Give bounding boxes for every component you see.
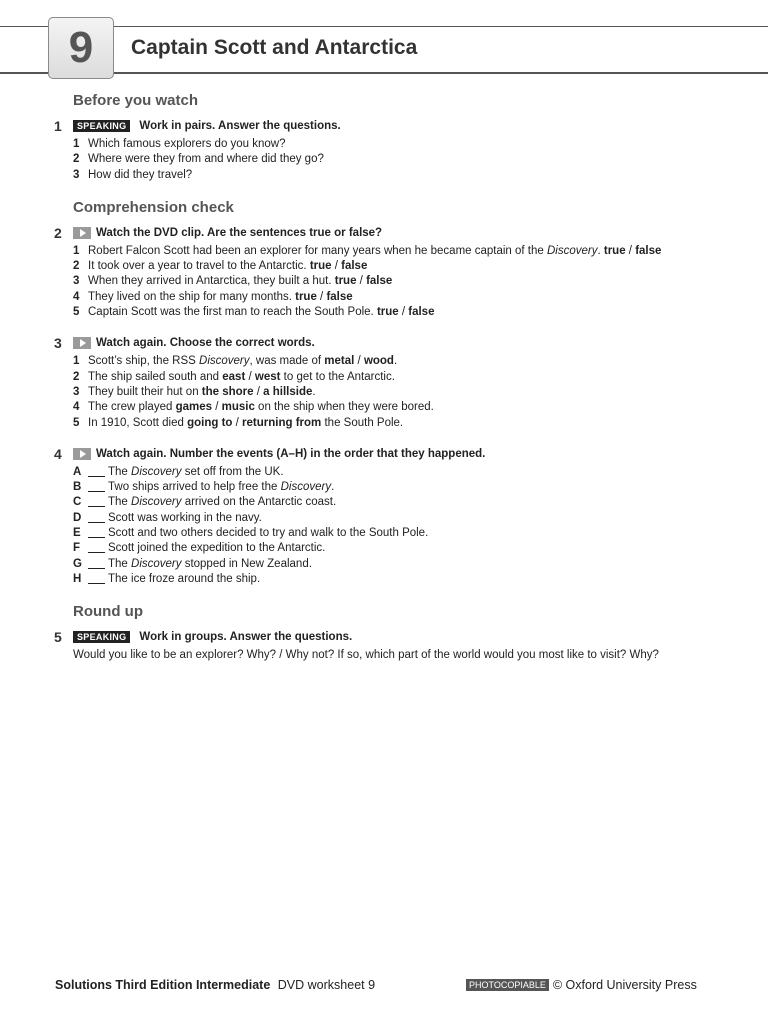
item-letter: B <box>73 481 82 494</box>
sentence-part: , was made of <box>249 355 325 368</box>
item-text <box>108 465 284 480</box>
exercise-3 <box>0 334 768 430</box>
item-text <box>108 557 312 572</box>
option-separator: / <box>356 275 367 288</box>
unit-number-box <box>48 17 114 79</box>
false-option: false <box>408 306 435 319</box>
sentence-part: . <box>597 244 604 257</box>
sentence-part: When they arrived in Antarctica, they built a hut. <box>88 275 335 288</box>
list-item <box>0 511 768 526</box>
list-item <box>0 305 768 320</box>
answer-blank <box>88 537 105 538</box>
true-option: true <box>295 290 317 303</box>
false-option: false <box>366 275 393 288</box>
instruction-text: Work in pairs. Answer the questions. <box>139 120 341 132</box>
item-number: 5 <box>73 306 80 319</box>
play-video-icon <box>73 448 91 460</box>
section-heading-round-up: Round up <box>73 603 143 621</box>
list-item <box>0 557 768 572</box>
item-number: 5 <box>73 416 80 429</box>
worksheet-label: DVD worksheet 9 <box>277 978 376 992</box>
footer-book-info <box>55 978 375 992</box>
item-letter: A <box>73 465 82 478</box>
sentence-part: Scott’s ship, the RSS <box>88 355 200 368</box>
section-heading-comprehension: Comprehension check <box>73 198 234 216</box>
false-option: false <box>635 244 662 257</box>
exercise-number: 2 <box>54 224 62 241</box>
sentence-part: . <box>312 385 316 398</box>
list-item <box>0 259 768 274</box>
ship-name: Discovery <box>131 465 182 478</box>
option-separator: / <box>331 260 342 273</box>
item-text <box>88 244 661 259</box>
instruction-text: Watch the DVD clip. Are the sentences true or false? <box>96 226 383 239</box>
sentence-part: . <box>393 355 398 368</box>
item-number: 1 <box>73 355 80 368</box>
exercise-number: 4 <box>54 445 62 462</box>
item-text <box>88 400 434 415</box>
list-item <box>0 290 768 305</box>
list-item <box>0 385 768 400</box>
item-letter: D <box>73 511 82 524</box>
sentence-part: Two ships arrived to help free the <box>108 481 281 494</box>
false-option: false <box>341 260 368 273</box>
word-option-2: music <box>221 401 255 414</box>
word-option-2: a hillside <box>263 385 313 398</box>
word-option-1: games <box>175 401 213 414</box>
ship-name: Discovery <box>547 244 598 257</box>
sentence-part: Captain Scott was the first man to reach the South Pole. <box>88 306 377 319</box>
list-item <box>0 244 768 259</box>
list-item <box>0 480 768 495</box>
sentence-part: The <box>108 557 132 570</box>
item-number: 4 <box>73 401 80 414</box>
instruction-text: Work in groups. Answer the questions. <box>139 631 353 644</box>
ship-name: Discovery <box>199 355 250 368</box>
header-top-rule <box>0 26 768 27</box>
sentence-part: The crew played <box>88 401 176 414</box>
exercise-2 <box>0 224 768 320</box>
sentence-part: Scott was working in the navy. <box>108 511 262 524</box>
true-option: true <box>376 306 399 319</box>
item-text <box>88 290 353 305</box>
instruction-text: Watch again. Choose the correct words. <box>96 337 315 350</box>
exercise-1 <box>0 117 768 183</box>
page-title: Captain Scott and Antarctica <box>131 36 418 59</box>
exercise-instruction <box>73 628 352 646</box>
item-text <box>88 259 367 274</box>
item-number: 1 <box>73 244 80 257</box>
list-item <box>0 274 768 289</box>
sentence-part: The <box>108 496 132 509</box>
option-separator: / <box>316 290 327 303</box>
item-number: 1 <box>73 138 80 150</box>
photocopiable-badge: PHOTOCOPIABLE <box>466 979 549 991</box>
ship-name: Discovery <box>280 481 332 494</box>
header-bottom-rule <box>0 72 768 74</box>
answer-blank <box>88 522 105 523</box>
option-separator: / <box>398 306 409 319</box>
sentence-part: the South Pole. <box>321 416 404 429</box>
item-text <box>108 526 428 541</box>
item-text <box>108 495 336 510</box>
list-item <box>0 416 768 431</box>
exercise-number: 3 <box>54 335 62 352</box>
item-text <box>88 416 403 431</box>
sentence-part: The <box>108 465 132 478</box>
item-text <box>88 385 316 400</box>
true-option: true <box>309 260 332 273</box>
exercise-instruction <box>73 445 485 463</box>
option-separator: / <box>253 385 264 398</box>
item-text: Which famous explorers do you know? <box>88 138 286 150</box>
item-number: 2 <box>73 260 80 273</box>
item-number: 3 <box>73 385 80 398</box>
sentence-part: It took over a year to travel to the Antarctic. <box>88 260 310 273</box>
item-text <box>108 480 334 495</box>
list-item <box>0 168 768 183</box>
exercise-instruction <box>73 224 382 242</box>
list-item <box>0 465 768 480</box>
play-video-icon <box>73 227 91 239</box>
ship-name: Discovery <box>131 557 182 570</box>
section-heading-before: Before you watch <box>73 92 199 109</box>
footer <box>0 978 768 996</box>
instruction-text: Watch again. Number the events (A–H) in the order that they happened. <box>96 447 486 460</box>
option-separator: / <box>232 416 243 429</box>
sentence-part: The ice froze around the ship. <box>108 572 261 585</box>
copyright-text: © Oxford University Press <box>552 978 697 992</box>
option-separator: / <box>625 244 636 257</box>
item-letter: F <box>73 542 81 555</box>
item-number: 3 <box>73 168 80 181</box>
book-title: Solutions Third Edition Intermediate <box>55 978 271 992</box>
item-text <box>108 541 325 556</box>
sentence-part: arrived on the Antarctic coast. <box>181 496 337 509</box>
sentence-part: stopped in New Zealand. <box>181 557 312 570</box>
sentence-part: In 1910, Scott died <box>88 416 188 429</box>
exercise-number: 1 <box>54 118 62 134</box>
option-separator: / <box>245 370 255 383</box>
answer-blank <box>88 568 105 569</box>
item-text <box>108 572 260 587</box>
true-option: true <box>334 275 357 288</box>
item-text <box>88 354 397 369</box>
list-item <box>0 495 768 510</box>
item-text <box>88 274 392 289</box>
item-number: 3 <box>73 275 80 288</box>
exercise-instruction <box>73 117 341 135</box>
item-letter: E <box>73 527 81 540</box>
item-number: 2 <box>73 370 80 383</box>
answer-blank <box>88 583 105 584</box>
item-number: 4 <box>73 290 80 303</box>
play-video-icon <box>73 337 91 349</box>
option-separator: / <box>354 355 364 368</box>
word-option-2: returning from <box>242 416 322 429</box>
sentence-part: Scott and two others decided to try and walk to the South Pole. <box>108 527 429 540</box>
word-option-1: east <box>222 370 246 383</box>
true-option: true <box>603 244 626 257</box>
sentence-part: . <box>331 481 335 494</box>
item-letter: H <box>73 572 82 585</box>
worksheet-content <box>0 90 768 678</box>
answer-blank <box>88 506 105 507</box>
sentence-part: Robert Falcon Scott had been an explorer for many years when he became captain of the <box>88 244 547 257</box>
sentence-part: They lived on the ship for many months. <box>88 290 296 303</box>
item-text <box>88 370 395 385</box>
sentence-part: set off from the UK. <box>181 465 284 478</box>
exercise-instruction <box>73 334 315 352</box>
exercise-4 <box>0 445 768 587</box>
item-text <box>88 305 434 320</box>
list-item <box>0 572 768 587</box>
ship-name: Discovery <box>131 496 182 509</box>
sentence-part: The ship sailed south and <box>88 370 223 383</box>
answer-blank <box>88 476 105 477</box>
false-option: false <box>326 290 353 303</box>
word-option-2: west <box>254 370 281 383</box>
speaking-badge: SPEAKING <box>73 120 130 132</box>
word-option-1: the shore <box>201 385 254 398</box>
sentence-part: to get to the Antarctic. <box>280 370 395 383</box>
item-letter: G <box>73 557 82 570</box>
exercise-5 <box>0 628 768 664</box>
footer-copyright <box>466 978 697 992</box>
list-item <box>0 354 768 369</box>
list-item <box>0 370 768 385</box>
speaking-badge: SPEAKING <box>73 631 130 643</box>
item-letter: C <box>73 496 82 509</box>
item-text <box>108 511 262 526</box>
list-item <box>0 137 768 152</box>
word-option-1: going to <box>187 416 233 429</box>
option-separator: / <box>212 401 222 414</box>
sentence-part: Scott joined the expedition to the Antarctic. <box>108 542 326 555</box>
sentence-part: on the ship when they were bored. <box>254 401 434 414</box>
item-text: Where were they from and where did they go? <box>88 153 324 166</box>
list-item <box>0 400 768 415</box>
list-item <box>0 541 768 556</box>
answer-blank <box>88 491 105 492</box>
item-text: How did they travel? <box>88 168 193 181</box>
unit-number: 9 <box>68 23 94 72</box>
sentence-part: They built their hut on <box>88 385 202 398</box>
word-option-1: metal <box>324 355 355 368</box>
list-item <box>0 526 768 541</box>
word-option-2: wood <box>363 355 394 368</box>
item-number: 2 <box>73 153 80 166</box>
exercise-number: 5 <box>54 629 62 646</box>
answer-blank <box>88 552 105 553</box>
discussion-question: Would you like to be an explorer? Why? / Why not? If so, which part of the world would you most like to visit? Why? <box>73 649 659 662</box>
list-item <box>0 152 768 167</box>
